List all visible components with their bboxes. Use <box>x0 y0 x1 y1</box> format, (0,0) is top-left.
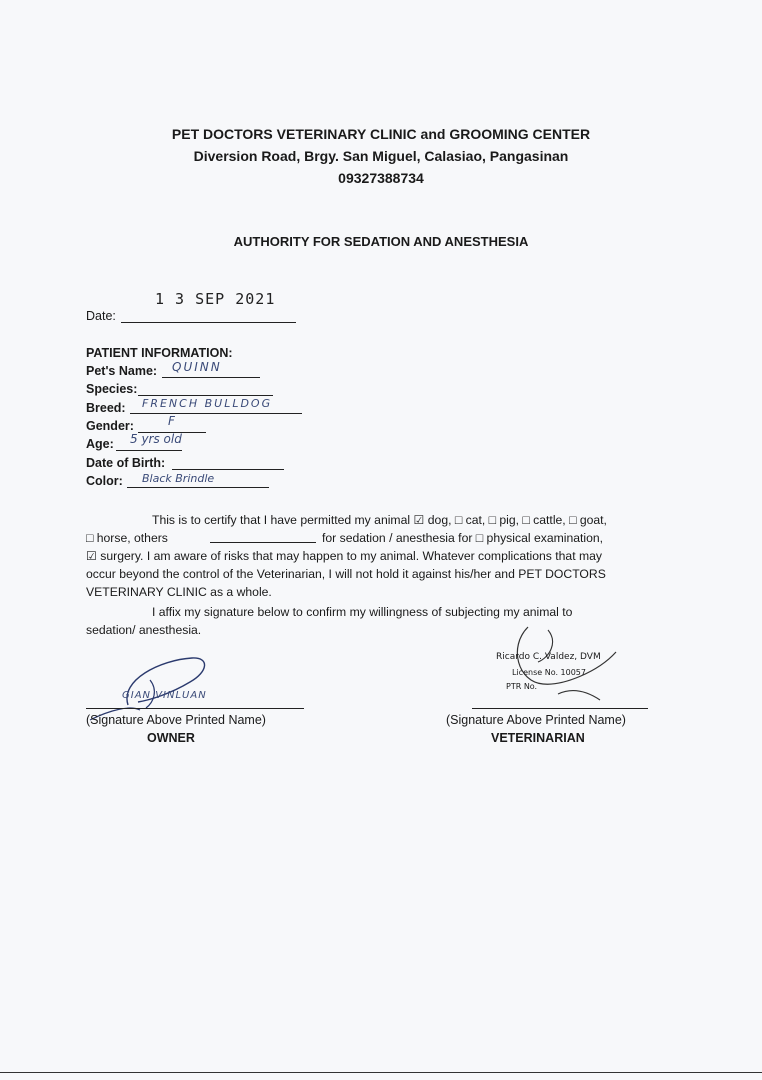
owner-role: OWNER <box>147 731 195 745</box>
consent-line-5: VETERINARY CLINIC as a whole. <box>86 585 272 599</box>
vet-caption: (Signature Above Printed Name) <box>446 713 626 727</box>
vet-signature-line <box>472 708 648 709</box>
consent-line-2a: □ horse, others <box>86 531 168 545</box>
document-title: AUTHORITY FOR SEDATION AND ANESTHESIA <box>233 234 529 249</box>
vet-signature <box>488 622 628 712</box>
owner-signature-line <box>86 708 304 709</box>
vet-stamp-license: License No. 10057 <box>512 668 586 677</box>
patient-info-heading: PATIENT INFORMATION: <box>86 346 233 360</box>
color-value: Black Brindle <box>142 472 215 485</box>
clinic-address: Diversion Road, Brgy. San Miguel, Calasiao, Pangasinan <box>193 148 569 164</box>
breed-label: Breed: <box>86 401 126 415</box>
color-line <box>127 487 269 488</box>
others-line <box>210 542 316 543</box>
age-label: Age: <box>86 437 114 451</box>
color-label: Color: <box>86 474 123 488</box>
gender-label: Gender: <box>86 419 134 433</box>
date-stamp: 1 3 SEP 2021 <box>155 290 276 308</box>
pet-name-value: QUINN <box>172 360 222 374</box>
vet-role: VETERINARIAN <box>491 731 585 745</box>
gender-value: F <box>168 414 175 428</box>
dob-line <box>172 469 284 470</box>
consent-line-7: sedation/ anesthesia. <box>86 623 202 637</box>
clinic-name: PET DOCTORS VETERINARY CLINIC and GROOMING CENTER <box>171 126 591 142</box>
pet-name-label: Pet's Name: <box>86 364 158 378</box>
age-line <box>116 450 182 451</box>
species-line <box>138 395 273 396</box>
pet-name-line <box>162 377 260 378</box>
breed-value: FRENCH BULLDOG <box>142 397 273 410</box>
clinic-phone: 09327388734 <box>338 170 424 186</box>
consent-line-6: I affix my signature below to confirm my willingness of subjecting my animal to <box>152 605 573 619</box>
scan-edge <box>0 1072 762 1073</box>
vet-stamp-name: Ricardo C. Valdez, DVM <box>496 652 601 662</box>
date-line <box>121 322 296 323</box>
dob-label: Date of Birth: <box>86 456 166 470</box>
owner-caption: (Signature Above Printed Name) <box>86 713 266 727</box>
date-label: Date: <box>86 309 116 323</box>
owner-printed-name: GIAN VINLUAN <box>122 690 207 701</box>
consent-line-1: This is to certify that I have permitted my animal ☑ dog, □ cat, □ pig, □ cattle, □ goat, <box>152 513 607 527</box>
consent-line-2b: for sedation / anesthesia for □ physical examination, <box>322 531 604 545</box>
consent-line-3: ☑ surgery. I am aware of risks that may happen to my animal. Whatever complications that may <box>86 549 603 563</box>
age-value: 5 yrs old <box>130 432 182 446</box>
breed-line <box>130 413 302 414</box>
consent-line-4: occur beyond the control of the Veterinarian, I will not hold it against his/her and PET DOCTORS <box>86 567 606 581</box>
species-label: Species: <box>86 382 138 396</box>
vet-stamp-ptr: PTR No. <box>506 682 538 691</box>
